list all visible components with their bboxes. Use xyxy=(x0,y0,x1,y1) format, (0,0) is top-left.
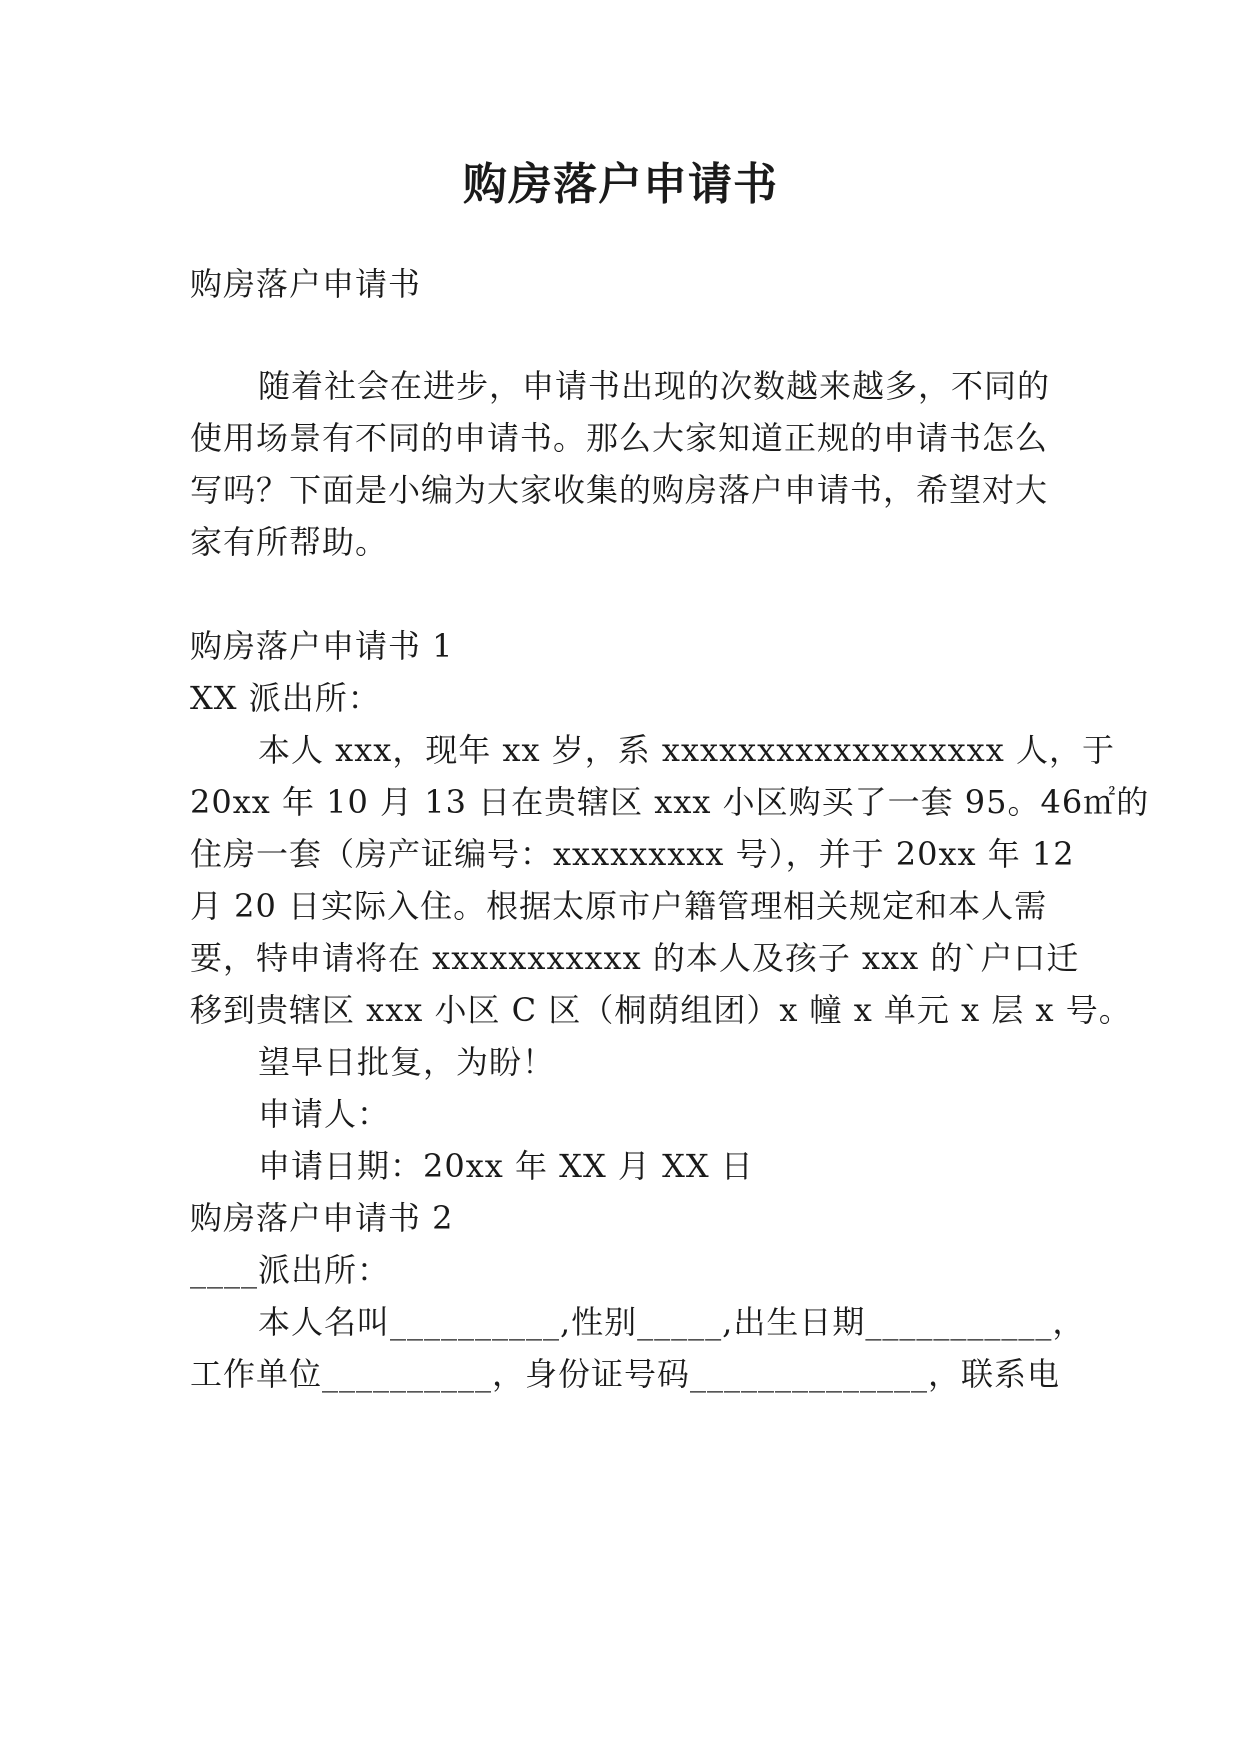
subtitle: 购房落户申请书 xyxy=(190,265,422,303)
intro-line: 写吗？下面是小编为大家收集的购房落户申请书，希望对大 xyxy=(190,471,1049,509)
letter2-heading: 购房落户申请书 2 xyxy=(190,1199,454,1237)
letter2-salutation: ____派出所： xyxy=(190,1251,391,1289)
letter1-date: 申请日期：20xx 年 XX 月 XX 日 xyxy=(258,1147,754,1185)
letter1-body-line: 本人 xxx，现年 xx 岁，系 xxxxxxxxxxxxxxxxxx 人，于 xyxy=(258,731,1115,769)
letter1-body-line: 移到贵辖区 xxx 小区 C 区（桐荫组团）x 幢 x 单元 x 层 x 号。 xyxy=(190,991,1132,1029)
intro-line: 随着社会在进步，申请书出现的次数越来越多，不同的 xyxy=(258,367,1051,405)
letter1-applicant: 申请人： xyxy=(258,1095,391,1133)
intro-line: 家有所帮助。 xyxy=(190,523,389,561)
letter2-body-line: 本人名叫__________,性别_____,出生日期___________， xyxy=(258,1303,1086,1341)
letter1-body-line: 20xx 年 10 月 13 日在贵辖区 xxx 小区购买了一套 95。46㎡的 xyxy=(190,783,1150,821)
letter1-body-line: 住房一套（房产证编号：xxxxxxxxx 号），并于 20xx 年 12 xyxy=(190,835,1075,873)
letter1-body-line: 月 20 日实际入住。根据太原市户籍管理相关规定和本人需 xyxy=(190,887,1048,925)
letter1-body-line: 要，特申请将在 xxxxxxxxxxx 的本人及孩子 xxx 的`户口迁 xyxy=(190,939,1080,977)
intro-line: 使用场景有不同的申请书。那么大家知道正规的申请书怎么 xyxy=(190,419,1049,457)
letter2-body-line: 工作单位__________，身份证号码______________，联系电 xyxy=(190,1355,1061,1393)
letter1-salutation: XX 派出所： xyxy=(190,679,381,717)
document-title: 购房落户申请书 xyxy=(463,159,778,210)
letter1-closing: 望早日批复，为盼！ xyxy=(258,1043,556,1081)
letter1-heading: 购房落户申请书 1 xyxy=(190,627,454,665)
